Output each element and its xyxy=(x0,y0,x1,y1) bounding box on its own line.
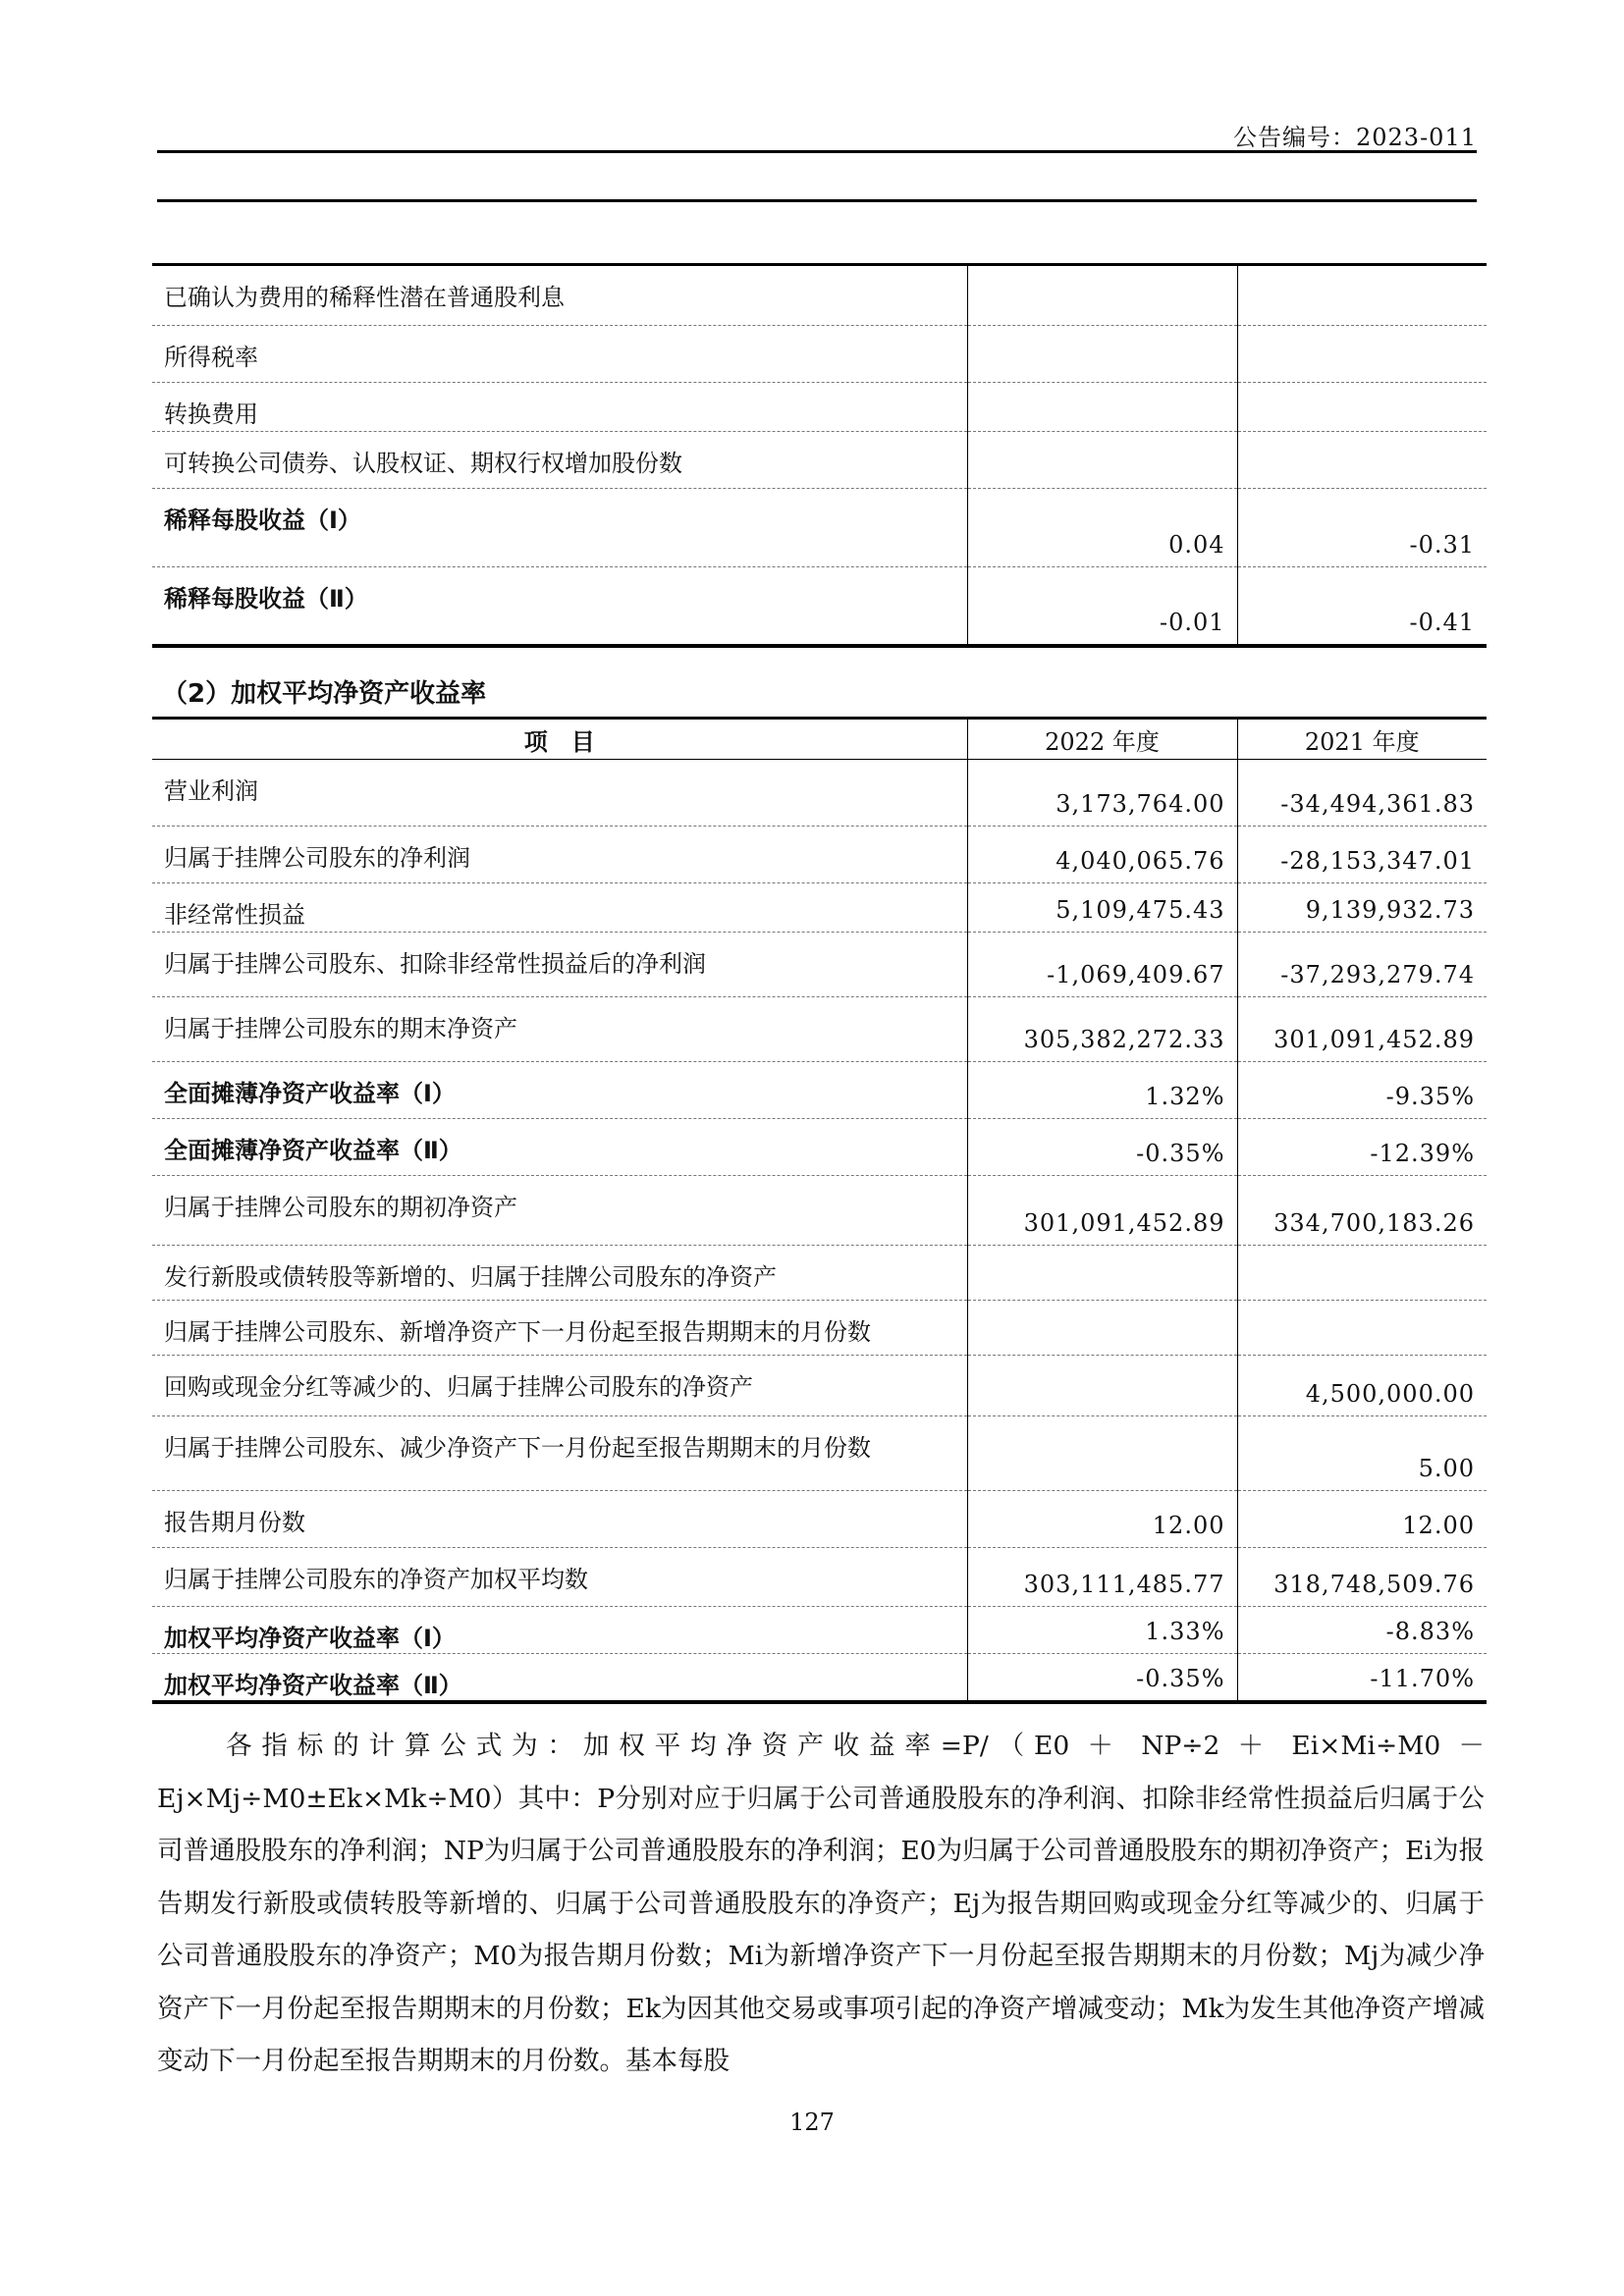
value-2022 xyxy=(967,383,1237,432)
value-2022 xyxy=(967,1246,1237,1301)
separator-rule xyxy=(157,199,1477,202)
value-2022: -0.35% xyxy=(967,1119,1237,1176)
row-label: 已确认为费用的稀释性潜在普通股利息 xyxy=(152,265,967,326)
value-2022 xyxy=(967,265,1237,326)
table-row xyxy=(152,933,1487,997)
value-2021 xyxy=(1237,383,1487,432)
header-2021: 2021 年度 xyxy=(1237,719,1487,760)
page-number: 127 xyxy=(789,2109,835,2136)
value-2022: 12.00 xyxy=(967,1491,1237,1548)
table-row xyxy=(152,567,1487,646)
table-row xyxy=(152,760,1487,827)
table-row xyxy=(152,1246,1487,1301)
row-label: 归属于挂牌公司股东的净利润 xyxy=(152,827,967,883)
table-row xyxy=(152,997,1487,1062)
value-2021 xyxy=(1237,1246,1487,1301)
row-label: 非经常性损益 xyxy=(152,883,967,933)
formula-text: 各指标的计算公式为：加权平均净资产收益率=P/（E0 ＋ NP÷2 ＋ Ei×Mi÷M0 －Ej×Mj÷M0±Ek×Mk÷M0）其中：P分别对应于归属于公司普通股股东的净利润、扣除非经常性损益后归属于公司普通股股东的净利润；NP为归属于公司普通股股东的净利润；E0为归属于公司普通股股东的期初净资产；Ei为报告期发行新股或债转股等新增的、归属于公司普通股股东的净资产；Ej为报告期回购或现金分红等减少的、归属于公司普通股股东的净资产；M0为报告期月份数；Mi为新增净资产下一月份起至报告期期末的月份数；Mj为减少净资产下一月份起至报告期期末的月份数；Ek为因其他交易或事项引起的净资产增减变动；Mk为发生其他净资产增减变动下一月份起至报告期期末的月份数。基本每股 xyxy=(157,1731,1485,2076)
value-2021: -9.35% xyxy=(1237,1062,1487,1119)
value-2021: -0.41 xyxy=(1237,567,1487,646)
row-label: 营业利润 xyxy=(152,760,967,827)
row-label: 发行新股或债转股等新增的、归属于挂牌公司股东的净资产 xyxy=(152,1246,967,1301)
value-2021: 334,700,183.26 xyxy=(1237,1176,1487,1246)
table-row xyxy=(152,1491,1487,1548)
table-row xyxy=(152,1062,1487,1119)
table-row xyxy=(152,326,1487,383)
row-label: 全面摊薄净资产收益率（Ⅱ） xyxy=(152,1119,967,1176)
header-2022: 2022 年度 xyxy=(967,719,1237,760)
table-row xyxy=(152,1356,1487,1416)
value-2021 xyxy=(1237,1301,1487,1356)
value-2021: 12.00 xyxy=(1237,1491,1487,1548)
table-row xyxy=(152,1119,1487,1176)
value-2021: 318,748,509.76 xyxy=(1237,1548,1487,1607)
value-2021 xyxy=(1237,326,1487,383)
table-row xyxy=(152,1416,1487,1491)
value-2021: 5.00 xyxy=(1237,1416,1487,1491)
row-label: 加权平均净资产收益率（Ⅱ） xyxy=(152,1654,967,1703)
value-2022 xyxy=(967,1356,1237,1416)
table-row xyxy=(152,1607,1487,1654)
table-row xyxy=(152,1301,1487,1356)
value-2022: 301,091,452.89 xyxy=(967,1176,1237,1246)
value-2022 xyxy=(967,326,1237,383)
row-label: 归属于挂牌公司股东、减少净资产下一月份起至报告期期末的月份数 xyxy=(152,1416,967,1491)
value-2021: -0.31 xyxy=(1237,489,1487,567)
table-row xyxy=(152,489,1487,567)
value-2022: 3,173,764.00 xyxy=(967,760,1237,827)
value-2021: -37,293,279.74 xyxy=(1237,933,1487,997)
value-2022: 4,040,065.76 xyxy=(967,827,1237,883)
value-2022: -0.35% xyxy=(967,1654,1237,1703)
row-label: 稀释每股收益（Ⅰ） xyxy=(152,489,967,567)
announcement-number: 公告编号：2023-011 xyxy=(1233,124,1477,151)
value-2022 xyxy=(967,1301,1237,1356)
table-row xyxy=(152,265,1487,326)
row-label: 回购或现金分红等减少的、归属于挂牌公司股东的净资产 xyxy=(152,1356,967,1416)
row-label: 稀释每股收益（Ⅱ） xyxy=(152,567,967,646)
value-2021 xyxy=(1237,265,1487,326)
value-2022: 303,111,485.77 xyxy=(967,1548,1237,1607)
value-2022: 305,382,272.33 xyxy=(967,997,1237,1062)
value-2021: -12.39% xyxy=(1237,1119,1487,1176)
value-2021: -28,153,347.01 xyxy=(1237,827,1487,883)
value-2022: 1.33% xyxy=(967,1607,1237,1654)
header-rule xyxy=(157,150,1477,153)
row-label: 归属于挂牌公司股东、新增净资产下一月份起至报告期期末的月份数 xyxy=(152,1301,967,1356)
row-label: 归属于挂牌公司股东的期末净资产 xyxy=(152,997,967,1062)
row-label: 归属于挂牌公司股东、扣除非经常性损益后的净利润 xyxy=(152,933,967,997)
value-2021: 4,500,000.00 xyxy=(1237,1356,1487,1416)
table-row xyxy=(152,827,1487,883)
value-2021: -8.83% xyxy=(1237,1607,1487,1654)
row-label: 归属于挂牌公司股东的净资产加权平均数 xyxy=(152,1548,967,1607)
value-2021: 9,139,932.73 xyxy=(1237,883,1487,933)
table-row xyxy=(152,883,1487,933)
row-label: 加权平均净资产收益率（Ⅰ） xyxy=(152,1607,967,1654)
diluted-eps-table xyxy=(152,263,1487,648)
table-row xyxy=(152,1176,1487,1246)
value-2022 xyxy=(967,432,1237,489)
table-row xyxy=(152,383,1487,432)
value-2021: -34,494,361.83 xyxy=(1237,760,1487,827)
value-2021: 301,091,452.89 xyxy=(1237,997,1487,1062)
row-label: 转换费用 xyxy=(152,383,967,432)
formula-paragraph xyxy=(157,1720,1485,2088)
row-label: 全面摊薄净资产收益率（Ⅰ） xyxy=(152,1062,967,1119)
row-label: 可转换公司债券、认股权证、期权行权增加股份数 xyxy=(152,432,967,489)
value-2021: -11.70% xyxy=(1237,1654,1487,1703)
section-title: （2）加权平均净资产收益率 xyxy=(162,679,487,709)
value-2022: 0.04 xyxy=(967,489,1237,567)
row-label: 报告期月份数 xyxy=(152,1491,967,1548)
table-row xyxy=(152,432,1487,489)
header-item: 项 目 xyxy=(152,719,967,760)
value-2021 xyxy=(1237,432,1487,489)
value-2022 xyxy=(967,1416,1237,1491)
value-2022: 5,109,475.43 xyxy=(967,883,1237,933)
value-2022: 1.32% xyxy=(967,1062,1237,1119)
table-row xyxy=(152,1548,1487,1607)
row-label: 归属于挂牌公司股东的期初净资产 xyxy=(152,1176,967,1246)
table-row xyxy=(152,1654,1487,1703)
value-2022: -0.01 xyxy=(967,567,1237,646)
row-label: 所得税率 xyxy=(152,326,967,383)
table-header-row xyxy=(152,719,1487,760)
roe-table xyxy=(152,717,1487,1704)
value-2022: -1,069,409.67 xyxy=(967,933,1237,997)
